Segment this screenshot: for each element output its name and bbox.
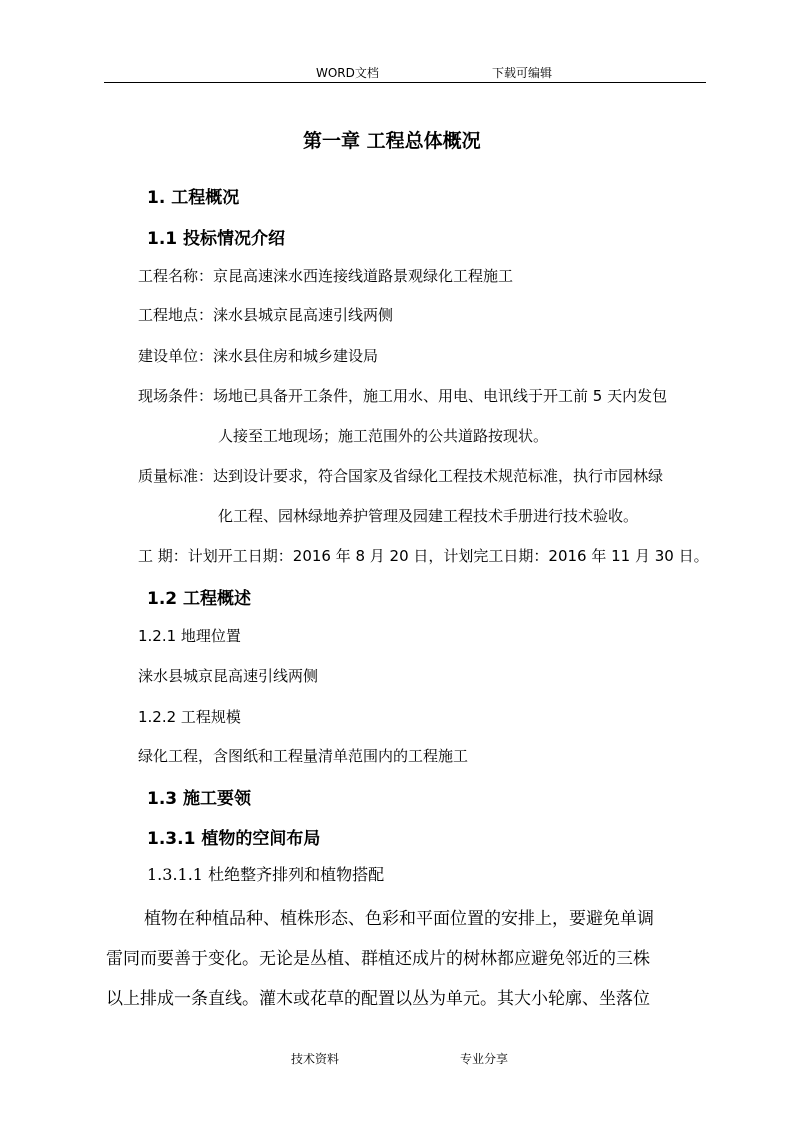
field-site-conditions-line2: 人接至工地现场；施工范围外的公共道路按现状。 bbox=[218, 427, 549, 445]
chapter-title: 第一章 工程总体概况 bbox=[303, 130, 481, 152]
field-quality-line2: 化工程、园林绿地养护管理及园建工程技术手册进行技术验收。 bbox=[218, 507, 639, 525]
header-left-text: WORD文档 bbox=[316, 66, 379, 80]
geo-location-text: 涞水县城京昆高速引线两侧 bbox=[138, 667, 319, 685]
header-right-text: 下载可编辑 bbox=[492, 66, 553, 80]
section-heading-1-2: 1.2 工程概述 bbox=[147, 589, 252, 609]
section-heading-1-3: 1.3 施工要领 bbox=[147, 789, 252, 809]
section-heading-1-1: 1.1 投标情况介绍 bbox=[147, 229, 286, 249]
paragraph-line-2: 雷同而要善于变化。无论是丛植、群植还成片的树林都应避免邻近的三株 bbox=[106, 949, 650, 969]
section-heading-1: 1. 工程概况 bbox=[147, 188, 240, 208]
field-project-name: 工程名称：京昆高速涞水西连接线道路景观绿化工程施工 bbox=[138, 267, 514, 285]
field-period: 工 期：计划开工日期：2016 年 8 月 20 日，计划完工日期：2016 年 11 月 30 日。 bbox=[138, 547, 709, 565]
field-site-conditions-line1: 现场条件：场地已具备开工条件，施工用水、用电、电讯线于开工前 5 天内发包 bbox=[138, 387, 668, 405]
subheading-project-scale: 1.2.2 工程规模 bbox=[138, 708, 241, 726]
paragraph-line-1: 植物在种植品种、植株形态、色彩和平面位置的安排上，要避免单调 bbox=[144, 909, 654, 929]
section-heading-1-3-1: 1.3.1 植物的空间布局 bbox=[147, 829, 321, 849]
footer-left-text: 技术资料 bbox=[291, 1052, 340, 1066]
project-scale-text: 绿化工程，含图纸和工程量清单范围内的工程施工 bbox=[138, 747, 469, 765]
paragraph-line-3: 以上排成一条直线。灌木或花草的配置以丛为单元。其大小轮廓、坐落位 bbox=[106, 989, 650, 1009]
subheading-geo-location: 1.2.1 地理位置 bbox=[138, 627, 241, 645]
header-rule bbox=[104, 82, 706, 83]
footer-right-text: 专业分享 bbox=[460, 1052, 509, 1066]
field-project-location: 工程地点：涞水县城京昆高速引线两侧 bbox=[138, 306, 394, 324]
field-quality-line1: 质量标准：达到设计要求，符合国家及省绿化工程技术规范标准，执行市园林绿 bbox=[138, 467, 664, 485]
section-heading-1-3-1-1: 1.3.1.1 杜绝整齐排列和植物搭配 bbox=[147, 865, 385, 884]
field-owner: 建设单位：涞水县住房和城乡建设局 bbox=[138, 347, 379, 365]
